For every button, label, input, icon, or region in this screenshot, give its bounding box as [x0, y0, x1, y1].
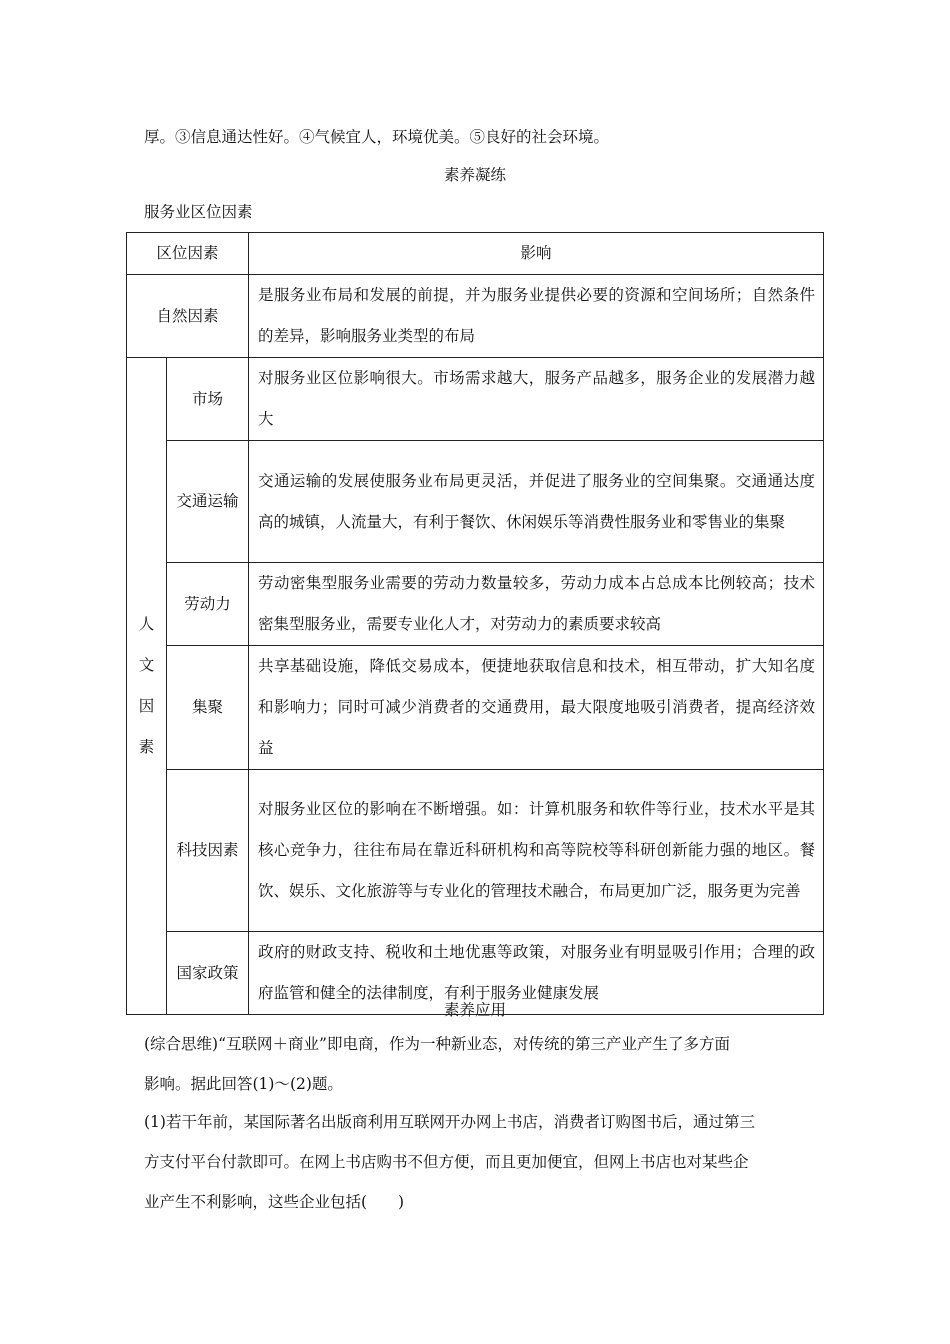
question-1-line-2: 方支付平台付款即可。在网上书店购书不但方便，而且更加便宜，但网上书店也对某些企 [144, 1153, 749, 1171]
factor-market: 市场 [167, 358, 249, 441]
factor-policy: 国家政策 [167, 932, 249, 1015]
factor-natural: 自然因素 [127, 275, 249, 358]
table-row-market [127, 358, 824, 441]
question-intro-line-1: (综合思维)“互联网＋商业”即电商，作为一种新业态，对传统的第三产业产生了多方面 [144, 1035, 730, 1053]
effect-agglomeration: 共享基础设施，降低交易成本，便捷地获取信息和技术，相互带动，扩大知名度和影响力；同时可减少消费者的交通费用，最大限度地吸引消费者，提高经济效益 [249, 646, 824, 770]
table-row-technology [127, 770, 824, 932]
human-factors-label: 人文因素 [138, 615, 155, 756]
effect-policy: 政府的财政支持、税收和土地优惠等政策，对服务业有明显吸引作用；合理的政府监管和健全的法律制度，有利于服务业健康发展 [249, 932, 824, 1015]
table-caption: 服务业区位因素 [144, 203, 253, 221]
question-1-line-3: 业产生不利影响，这些企业包括( ) [144, 1193, 405, 1211]
intro-line: 厚。③信息通达性好。④气候宜人，环境优美。⑤良好的社会环境。 [144, 128, 610, 146]
header-factor: 区位因素 [127, 233, 249, 275]
section-title-literacy-refinement: 素养凝练 [443, 166, 506, 184]
effect-natural: 是服务业布局和发展的前提，并为服务业提供必要的资源和空间场所；自然条件的差异，影响服务业类型的布局 [249, 275, 824, 358]
human-factors-group [127, 358, 167, 1015]
service-location-factors-table [126, 232, 824, 1015]
section-title-literacy-application: 素养应用 [443, 1001, 506, 1019]
factor-technology: 科技因素 [167, 770, 249, 932]
table-row-natural [127, 275, 824, 358]
table-row-labor [127, 563, 824, 646]
effect-market: 对服务业区位影响很大。市场需求越大，服务产品越多，服务企业的发展潜力越大 [249, 358, 824, 441]
effect-technology: 对服务业区位的影响在不断增强。如：计算机服务和软件等行业，技术水平是其核心竞争力，往往布局在靠近科研机构和高等院校等科研创新能力强的地区。餐饮、娱乐、文化旅游等与专业化的管理技术融合，布局更加广泛，服务更为完善 [249, 770, 824, 932]
table-row-transport [127, 441, 824, 563]
factor-labor: 劳动力 [167, 563, 249, 646]
question-intro-line-2: 影响。据此回答(1)～(2)题。 [144, 1075, 343, 1093]
table-header-row [127, 233, 824, 275]
factor-agglomeration: 集聚 [167, 646, 249, 770]
factor-transport: 交通运输 [167, 441, 249, 563]
table-row-agglomeration [127, 646, 824, 770]
effect-transport: 交通运输的发展使服务业布局更灵活，并促进了服务业的空间集聚。交通通达度高的城镇，人流量大，有利于餐饮、休闲娱乐等消费性服务业和零售业的集聚 [249, 441, 824, 563]
effect-labor: 劳动密集型服务业需要的劳动力数量较多，劳动力成本占总成本比例较高；技术密集型服务业，需要专业化人才，对劳动力的素质要求较高 [249, 563, 824, 646]
header-effect: 影响 [249, 233, 824, 275]
question-1-line-1: (1)若干年前，某国际著名出版商利用互联网开办网上书店，消费者订购图书后，通过第三 [144, 1113, 755, 1131]
